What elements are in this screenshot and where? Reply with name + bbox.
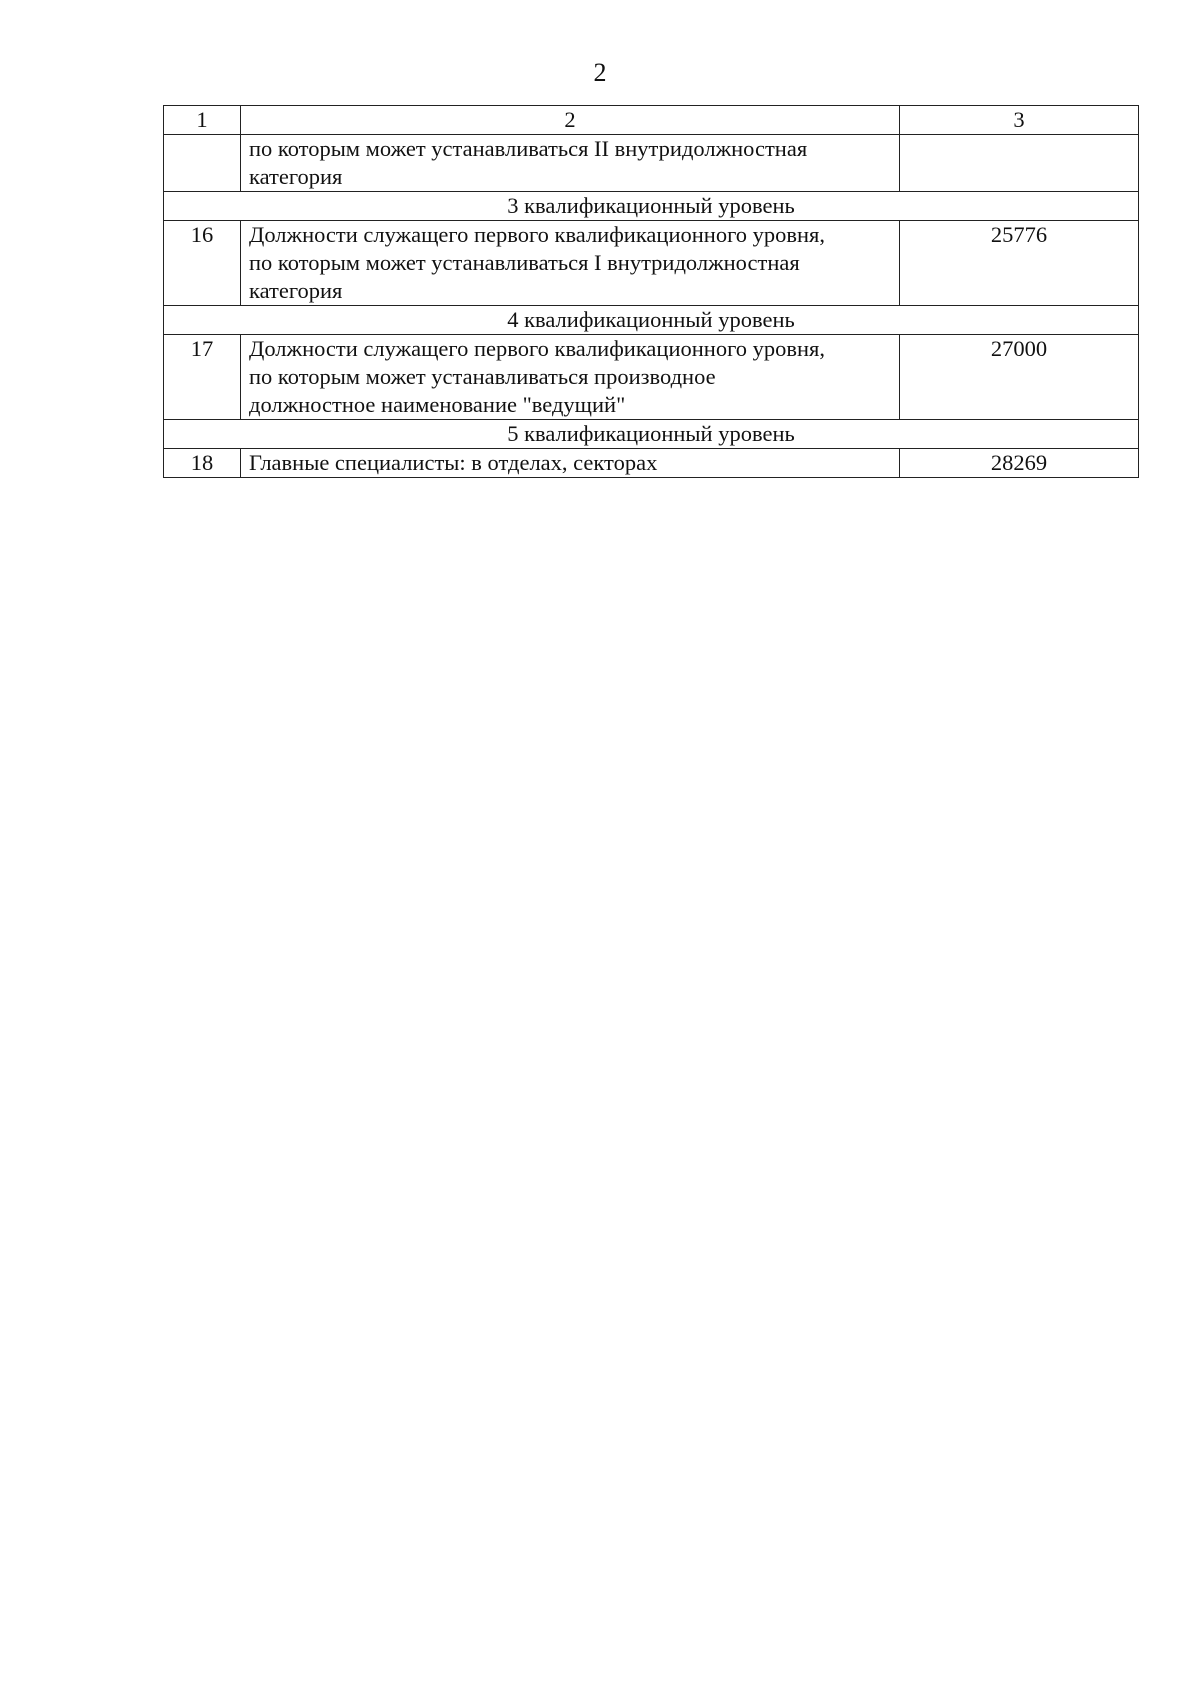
column-header-1: 1 [164,106,241,135]
qualification-level-5: 5 квалификационный уровень [164,420,1139,449]
description-line: по которым может устанавливаться II внутридолжностная [249,136,808,161]
description-line: категория [249,164,343,189]
table-row [164,449,1139,478]
table-row [164,335,1139,420]
qualification-level-row [164,192,1139,221]
description-line: Главные специалисты: в отделах, секторах [249,450,658,475]
row-number: 17 [164,335,241,420]
salary-value: 27000 [900,335,1139,420]
position-description [241,221,900,306]
description-line: должностное наименование "ведущий" [249,392,626,417]
description-line: Должности служащего первого квалификационного уровня, [249,222,826,247]
salary-value: 25776 [900,221,1139,306]
row-number: 18 [164,449,241,478]
description-line: по которым может устанавливаться I внутридолжностная [249,250,800,275]
column-header-3: 3 [900,106,1139,135]
position-description [241,135,900,192]
row-number [164,135,241,192]
salary-value: 28269 [900,449,1139,478]
description-line: по которым может устанавливаться производное [249,364,716,389]
table-header-row [164,106,1139,135]
column-header-2: 2 [241,106,900,135]
position-description [241,335,900,420]
table-row [164,221,1139,306]
description-line: Должности служащего первого квалификационного уровня, [249,336,826,361]
position-description [241,449,900,478]
qualification-level-3: 3 квалификационный уровень [164,192,1139,221]
page-number: 2 [593,58,607,87]
table-row [164,135,1139,192]
salary-value [900,135,1139,192]
description-line: категория [249,278,343,303]
qualification-level-row [164,420,1139,449]
row-number: 16 [164,221,241,306]
salary-table [163,105,1139,478]
qualification-level-4: 4 квалификационный уровень [164,306,1139,335]
qualification-level-row [164,306,1139,335]
